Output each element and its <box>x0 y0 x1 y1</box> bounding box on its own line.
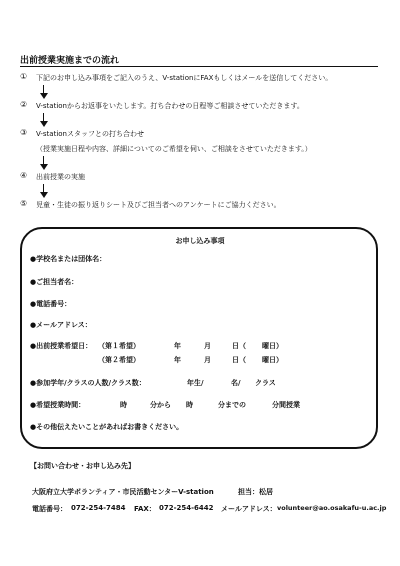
start-hour-unit: 時 <box>120 401 127 409</box>
step-2-number: ② <box>20 100 28 109</box>
person-in-charge-field: ●ご担当者名： <box>30 278 79 286</box>
end-hour-unit: 時 <box>186 401 193 409</box>
form-title: お申し込み事項 <box>175 237 225 245</box>
weekday-label: 曜日） <box>262 356 283 364</box>
month-label: 月 <box>204 356 211 364</box>
section-title: 出前授業実施までの流れ <box>20 56 120 66</box>
contact-heading: 【お問い合わせ・お申し込み先】 <box>30 462 135 470</box>
grade-class-label: ●参加学年/クラスの人数/クラス数： <box>30 379 146 387</box>
start-minute-unit: 分から <box>150 401 171 409</box>
step-4-text: 出前授業の実施 <box>36 173 85 181</box>
step-4-number: ④ <box>20 171 28 180</box>
year-label: 年 <box>174 342 181 350</box>
year-label: 年 <box>174 356 181 364</box>
step-5-number: ⑤ <box>20 199 28 208</box>
other-requests-label: ●その他伝えたいことがあればお書きください。 <box>30 423 184 431</box>
fax-link[interactable]: 072-254-6442 <box>159 504 214 512</box>
down-arrow-icon <box>40 85 50 99</box>
step-5-text: 児童・生徒の振り返りシート及びご担当者へのアンケートにご協力ください。 <box>36 201 281 209</box>
title-underline <box>20 66 378 67</box>
month-label: 月 <box>204 342 211 350</box>
step-1-number: ① <box>20 72 28 81</box>
organization-name: 大阪府立大学ボランティア・市民活動センターV-station <box>32 488 214 496</box>
weekday-label: 曜日） <box>262 342 283 350</box>
step-3-subtext: （授業実施日程や内容、詳細についてのご希望を伺い、ご相談をさせていただきます。） <box>36 145 312 153</box>
staff-name: 担当：松居 <box>238 488 273 496</box>
school-name-field: ●学校名または団体名： <box>30 255 107 263</box>
step-2-text: V-stationからお返事をいたします。打ち合わせの日程等ご相談させていただきます。 <box>36 102 304 110</box>
down-arrow-icon <box>40 184 50 198</box>
down-arrow-icon <box>40 156 50 170</box>
step-3-number: ③ <box>20 128 28 137</box>
email-address-field: ●メールアドレス： <box>30 321 92 329</box>
class-length-unit: 分間授業 <box>272 401 300 409</box>
grade-people-unit: 名/ <box>231 379 241 387</box>
email-link[interactable]: volunteer@ao.osakafu-u.ac.jp <box>277 504 387 512</box>
grade-class-unit: クラス <box>255 379 276 387</box>
preferred-date-label: ●出前授業希望日： <box>30 342 93 350</box>
day-label: 日（ <box>232 342 246 350</box>
second-choice-label: （第２希望） <box>98 356 140 364</box>
grade-year-unit: 年生/ <box>187 379 204 387</box>
step-1-text: 下記のお申し込み事項をご記入のうえ、V-stationにFAXもしくはメールを送信してください。 <box>36 74 333 82</box>
down-arrow-icon <box>40 113 50 127</box>
day-label: 日（ <box>232 356 246 364</box>
step-3-text: V-stationスタッフとの打ち合わせ <box>36 130 144 138</box>
telephone-link[interactable]: 072-254-7484 <box>71 504 126 512</box>
telephone-label: 電話番号： <box>32 505 67 513</box>
fax-label: FAX： <box>134 505 156 513</box>
mail-label: メールアドレス： <box>221 505 277 513</box>
phone-number-field: ●電話番号： <box>30 300 72 308</box>
end-minute-unit: 分までの <box>218 401 246 409</box>
first-choice-label: （第１希望） <box>98 342 140 350</box>
preferred-time-label: ●希望授業時間： <box>30 401 86 409</box>
